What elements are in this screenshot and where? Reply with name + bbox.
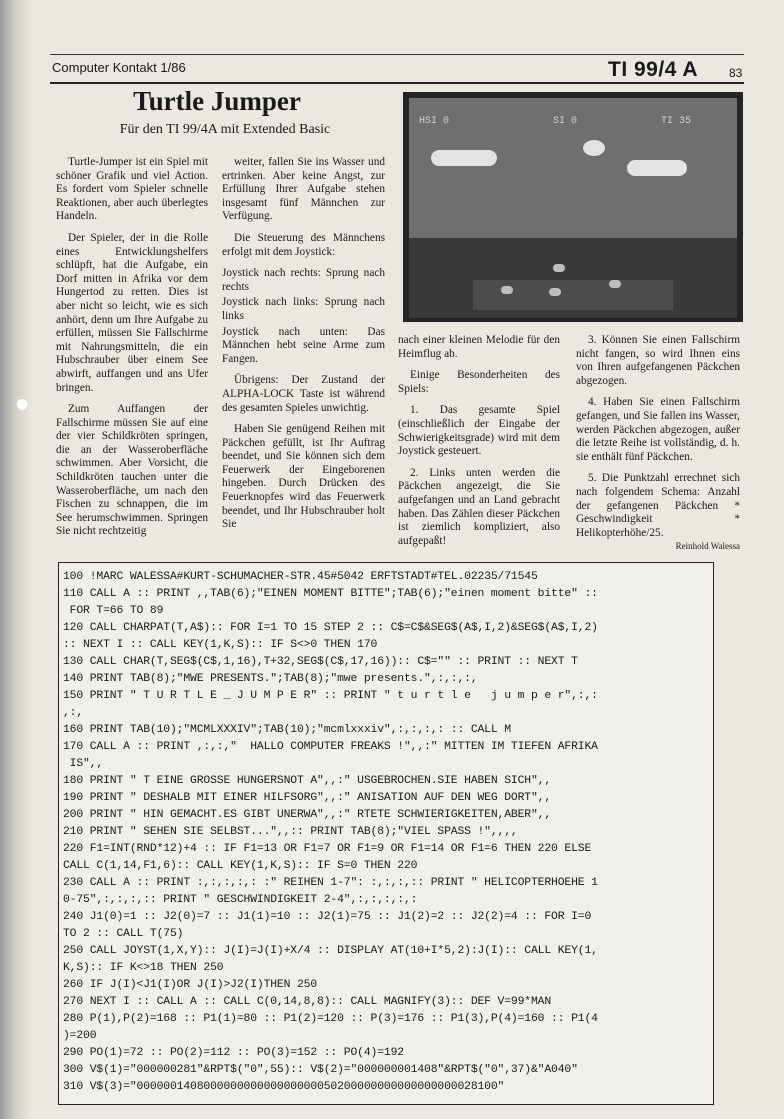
paragraph: 1. Das gesamte Spiel (einschließlich der Eingabe der Schwierigkeitsgrade) wird mit dem Joystick gesteuert.	[398, 404, 560, 458]
code-line: 100 !MARC WALESSA#KURT-SCHUMACHER-STR.45#5042 ERFTSTADT#TEL.02235/71545	[63, 571, 538, 583]
paragraph: nach einer kleinen Melodie für den Heimflug ab.	[398, 334, 560, 360]
turtle-icon	[553, 264, 565, 272]
code-line: 260 IF J(I)<J1(I)OR J(I)>J2(I)THEN 250	[63, 979, 318, 991]
code-line: 120 CALL CHARPAT(T,A$):: FOR I=1 TO 15 STEP 2 :: C$=C$&SEG$(A$,I,2)&SEG$(A$,I,2)	[63, 622, 598, 634]
paragraph: Einige Besonderheiten des Spiels:	[398, 369, 560, 395]
code-line: 280 P(1),P(2)=168 :: P1(1)=80 :: P1(2)=120 :: P(3)=176 :: P1(3),P(4)=160 :: P1(4	[63, 1013, 598, 1025]
code-line: K,S):: IF K<>18 THEN 250	[63, 962, 224, 974]
article-subtitle: Für den TI 99/4A mit Extended Basic	[119, 122, 331, 137]
code-line: 300 V$(1)="000000281"&RPT$("0",55):: V$(2)="000000001408"&RPT$("0",37)&"A040"	[63, 1064, 578, 1076]
code-line: 290 PO(1)=72 :: PO(2)=112 :: PO(3)=152 :: PO(4)=192	[63, 1047, 404, 1059]
code-line: )=200	[63, 1030, 97, 1042]
paragraph: Joystick nach links: Sprung nach links	[222, 296, 385, 322]
code-line: 270 NEXT I :: CALL A :: CALL C(0,14,8,8):: CALL MAGNIFY(3):: DEF V=99*MAN	[63, 996, 552, 1008]
code-line: 230 CALL A :: PRINT :,:,:,:,: :" REIHEN 1-7": :,:,:,:: PRINT " HELICOPTERHOEHE 1	[63, 877, 598, 889]
screenshot-hud-left: HSI 0	[419, 116, 450, 127]
code-line: IS",,	[63, 758, 104, 770]
code-line: 0-75",:,:,:,:: PRINT " GESCHWINDIGKEIT 2-4",:,:,:,:,:	[63, 894, 418, 906]
code-line: 190 PRINT " DESHALB MIT EINER HILFSORG",,:" ANISATION AUF DEN WEG DORT",,	[63, 792, 552, 804]
code-line: 180 PRINT " T EINE GROSSE HUNGERSNOT A",,:" USGEBROCHEN.SIE HABEN SICH",,	[63, 775, 552, 787]
paragraph: Die Steuerung des Männchens erfolgt mit dem Joystick:	[222, 231, 385, 258]
paragraph: 5. Die Punktzahl errechnet sich nach folgendem Schema: Anzahl der gefangenen Päckchen * Geschwindigkeit * Helikopterhöhe/25.	[576, 472, 740, 539]
paragraph: Der Spieler, der in die Rolle eines Entwicklungshelfers schlüpft, hat die Aufgabe, ein Dorf mitten in Afrika vor dem Hungertod zu retten. Dies ist aber nicht so leicht, wie es sich anhört, denn um Ihre Aufgabe zu erfüllen, müssen Sie Fallschirme mit Nahrungsmitteln, die ein Hubschrauber über einem See abwirft, auffangen und ans Ufer bringen.	[56, 231, 208, 394]
cloud-icon	[431, 150, 497, 166]
turtle-icon	[501, 286, 513, 294]
code-line: FOR T=66 TO 89	[63, 605, 164, 617]
author-name: Reinhold Walessa	[675, 541, 740, 552]
code-line: 150 PRINT " T U R T L E _ J U M P E R" :: PRINT " t u r t l e j u m p e r",:,:	[63, 690, 598, 702]
header-divider	[50, 82, 744, 84]
code-line: 140 PRINT TAB(8);"MWE PRESENTS.";TAB(8);"mwe presents.",:,:,:,	[63, 673, 478, 685]
paragraph: Joystick nach rechts: Sprung nach rechts	[222, 267, 385, 293]
paragraph: Übrigens: Der Zustand der ALPHA-LOCK Taste ist während des gesamten Spieles unwichtig.	[222, 374, 385, 414]
article-title: Turtle Jumper	[133, 86, 301, 116]
code-line: 130 CALL CHAR(T,SEG$(C$,1,16),T+32,SEG$(C$,17,16)):: C$="" :: PRINT :: NEXT T	[63, 656, 578, 668]
paragraph: weiter, fallen Sie ins Wasser und ertrinken. Aber keine Angst, zur Erfüllung Ihrer Aufgabe stehen insgesamt fünf Männchen zur Verfügung.	[222, 156, 385, 223]
article-column-4	[576, 334, 740, 554]
code-line: 200 PRINT " HIN GEMACHT.ES GIBT UNERWA",,:" RTETE SCHWIERIGKEITEN,ABER",,	[63, 809, 552, 821]
code-line: 170 CALL A :: PRINT ,:,:," HALLO COMPUTER FREAKS !",,:" MITTEN IM TIEFEN AFRIKA	[63, 741, 598, 753]
code-line: 110 CALL A :: PRINT ,,TAB(6);"EINEN MOMENT BITTE";TAB(6);"einen moment bitte" ::	[63, 588, 598, 600]
paragraph: Turtle-Jumper ist ein Spiel mit schöner Grafik und viel Action. Es fordert vom Spieler schnelle Reaktionen, aber auch überlegtes Handeln.	[56, 156, 208, 223]
paragraph: Joystick nach unten: Das Männchen hebt seine Arme zum Fangen.	[222, 325, 385, 365]
paragraph: 3. Können Sie einen Fallschirm nicht fangen, so wird Ihnen eins von Ihren aufgefangenen Päckchen abgezogen.	[576, 334, 740, 387]
turtle-icon	[549, 288, 561, 296]
code-line: 160 PRINT TAB(10);"MCMLXXXIV";TAB(10);"mcmlxxxiv",:,:,:,: :: CALL M	[63, 724, 511, 736]
code-line: 310 V$(3)="000000140800000000000000000050200000000000000000028100"	[63, 1081, 505, 1093]
article-column-2	[222, 156, 385, 540]
game-screenshot	[403, 92, 743, 322]
paragraph: 2. Links unten werden die Päckchen angezeigt, die Sie aufgefangen und an Land gebracht haben. Das Zählen dieser Päckchen ist ziemlich kompliziert, also aufgepaßt!	[398, 466, 560, 547]
author-signature	[576, 540, 740, 554]
code-line: CALL C(1,14,F1,6):: CALL KEY(1,K,S):: IF S=0 THEN 220	[63, 860, 418, 872]
screenshot-hud-mid: SI 0	[553, 116, 578, 127]
screenshot-lake	[473, 280, 673, 310]
magazine-issue: Computer Kontakt 1/86	[52, 60, 186, 75]
code-line: 240 J1(0)=1 :: J2(0)=7 :: J1(1)=10 :: J2(1)=75 :: J1(2)=2 :: J2(2)=4 :: FOR I=0	[63, 911, 592, 923]
system-heading: TI 99/4 A	[608, 58, 699, 81]
paragraph: Haben Sie genügend Reihen mit Päckchen gefüllt, ist Ihr Auftrag beendet, und Sie können sich dem Feuerwerk der Eingeborenen hingeben. Durch Drücken des Feuerknopfes wird das Feuerwerk beendet, und Ihr Hubschrauber holt Sie	[222, 423, 385, 531]
page-number: 83	[729, 66, 743, 80]
punch-hole-icon: ●	[16, 396, 29, 412]
paragraph: Zum Auffangen der Fallschirme müssen Sie auf eine der vier Schildkröten springen, die an der Wasseroberfläche schwimmen. Aber Vorsicht, die Schildkröten tauchen unter die Wasseroberfläche, um nach den Fischen zu schnappen, die im See herumschwimmen. Springen Sie nicht rechtzeitig	[56, 403, 208, 538]
article-column-3	[398, 334, 560, 556]
code-line: ,:,	[63, 707, 84, 719]
code-line: 220 F1=INT(RND*12)+4 :: IF F1=13 OR F1=7 OR F1=9 OR F1=14 OR F1=6 THEN 220 ELSE	[63, 843, 592, 855]
cloud-icon	[627, 160, 687, 176]
code-line: :: NEXT I :: CALL KEY(1,K,S):: IF S<>0 THEN 170	[63, 639, 378, 651]
turtle-icon	[609, 280, 621, 288]
code-line: 210 PRINT " SEHEN SIE SELBST...",,:: PRINT TAB(8);"VIEL SPASS !",,,,	[63, 826, 518, 838]
paragraph: 4. Haben Sie einen Fallschirm gefangen, und Sie fallen ins Wasser, werden Päckchen abgezogen, außer die letzte Reihe ist vollständig, d. h. sie enthält fünf Päckchen.	[576, 396, 740, 463]
header-rule	[50, 54, 744, 55]
code-line: 250 CALL JOYST(1,X,Y):: J(I)=J(I)+X/4 :: DISPLAY AT(10+I*5,2):J(I):: CALL KEY(1,	[63, 945, 598, 957]
parachute-icon	[583, 140, 605, 156]
basic-listing	[63, 569, 709, 1096]
screenshot-hud-right: TI 35	[661, 116, 692, 127]
basic-listing-box	[58, 562, 714, 1105]
code-line: TO 2 :: CALL T(75)	[63, 928, 184, 940]
article-column-1	[56, 156, 208, 547]
